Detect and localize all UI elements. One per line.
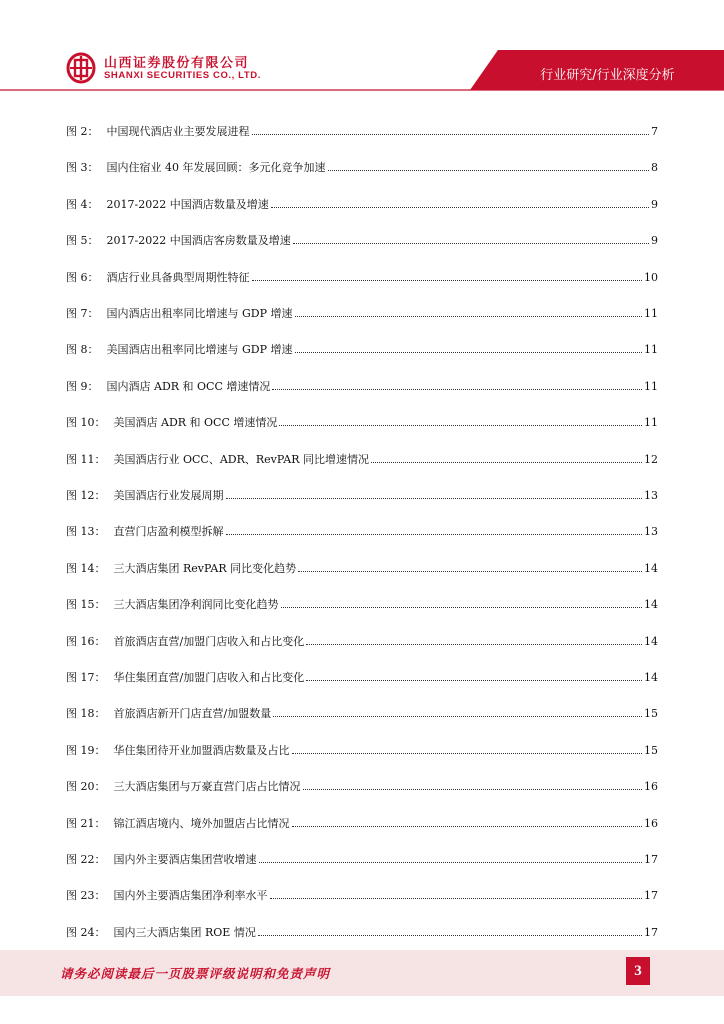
footer-disclaimer: 请务必阅读最后一页股票评级说明和免责声明 [60, 966, 331, 981]
figure-page-number: 15 [644, 743, 658, 757]
figure-page-number: 14 [644, 561, 658, 575]
figure-number: 图 4： [66, 197, 99, 211]
figure-page-number: 17 [644, 889, 658, 903]
figure-page-number: 9 [651, 234, 658, 248]
figure-number: 图 2： [66, 125, 99, 138]
figure-page-number: 14 [644, 598, 658, 612]
figure-number: 图 3： [66, 161, 99, 175]
figure-title: 华住集团直营/加盟门店收入和占比变化 [113, 671, 305, 684]
figure-title: 锦江酒店境内、境外加盟店占比情况 [113, 816, 290, 830]
figure-title: 直营门店盈利模型拆解 [113, 525, 224, 539]
toc-entry[interactable] [66, 775, 658, 793]
figure-number: 图 14： [66, 561, 106, 575]
figure-title: 美国酒店 ADR 和 OCC 增速情况 [113, 416, 278, 430]
figure-page-number: 7 [651, 125, 658, 138]
figure-page-number: 14 [644, 671, 658, 684]
dot-leader [371, 461, 642, 463]
figure-page-number: 10 [644, 270, 658, 284]
figure-number: 图 24： [66, 925, 106, 939]
figure-number: 图 21： [66, 816, 106, 830]
toc-entry[interactable] [66, 812, 658, 830]
toc-entry[interactable] [66, 921, 658, 939]
figure-number: 图 10： [66, 416, 106, 430]
figure-title: 酒店行业具备典型周期性特征 [106, 270, 250, 284]
figure-page-number: 14 [644, 634, 658, 648]
figure-page-number: 11 [644, 307, 658, 320]
figure-number: 图 22： [66, 853, 106, 866]
figure-title: 华住集团待开业加盟酒店数量及占比 [113, 743, 290, 757]
shanxi-securities-logo-icon [66, 51, 96, 85]
dot-leader [252, 279, 643, 281]
dot-leader [292, 825, 643, 827]
toc-entry[interactable] [66, 848, 658, 866]
dot-leader [259, 861, 643, 863]
toc-entry[interactable] [66, 884, 658, 902]
figure-title: 美国酒店行业发展周期 [113, 489, 224, 502]
figure-title: 国内住宿业 40 年发展回顾：多元化竞争加速 [106, 161, 326, 175]
figure-title: 三大酒店集团与万豪直营门店占比情况 [113, 780, 301, 794]
dot-leader [272, 388, 642, 390]
toc-entry[interactable] [66, 193, 658, 211]
figure-number: 图 20： [66, 780, 106, 794]
dot-leader [303, 788, 643, 790]
figure-number: 图 23： [66, 889, 106, 903]
dot-leader [279, 424, 642, 426]
figure-title: 2017-2022 中国酒店客房数量及增速 [106, 234, 291, 248]
toc-entry[interactable] [66, 229, 658, 247]
toc-entry[interactable] [66, 266, 658, 284]
dot-leader [295, 351, 643, 353]
figure-number: 图 6： [66, 270, 99, 284]
figure-title: 国内外主要酒店集团营收增速 [113, 853, 257, 866]
figure-number: 图 13： [66, 525, 106, 539]
toc-entry[interactable] [66, 557, 658, 575]
figure-number: 图 12： [66, 489, 106, 502]
dot-leader [226, 497, 643, 499]
toc-entry[interactable] [66, 739, 658, 757]
figure-number: 图 18： [66, 707, 106, 721]
figure-number: 图 17： [66, 671, 106, 684]
figure-number: 图 7： [66, 307, 99, 320]
dot-leader [252, 133, 650, 135]
toc-entry[interactable] [66, 593, 658, 611]
figure-page-number: 13 [644, 525, 658, 539]
dot-leader [292, 752, 643, 754]
dot-leader [258, 934, 642, 936]
toc-entry[interactable] [66, 666, 658, 684]
toc-entry[interactable] [66, 448, 658, 466]
dot-leader [306, 679, 642, 681]
figure-number: 图 19： [66, 743, 106, 757]
dot-leader [328, 169, 650, 171]
page-number: 3 [626, 957, 650, 985]
toc-entry[interactable] [66, 484, 658, 502]
figure-title: 中国现代酒店业主要发展进程 [106, 125, 250, 138]
figure-number: 图 8： [66, 343, 99, 357]
dot-leader [293, 242, 649, 244]
dot-leader [306, 643, 642, 645]
page-header [0, 0, 724, 100]
dot-leader [298, 570, 642, 572]
report-category: 行业研究/行业深度分析 [540, 68, 675, 83]
toc-entry[interactable] [66, 156, 658, 174]
company-name-cn: 山西证券股份有限公司 [104, 56, 250, 71]
figure-number: 图 15： [66, 598, 106, 612]
figure-page-number: 17 [644, 925, 658, 939]
figure-title: 2017-2022 中国酒店数量及增速 [106, 197, 269, 211]
dot-leader [226, 533, 643, 535]
toc-entry[interactable] [66, 338, 658, 356]
figure-page-number: 11 [644, 379, 658, 393]
toc-entry[interactable] [66, 120, 658, 138]
figure-page-number: 11 [644, 343, 658, 357]
figure-page-number: 16 [644, 816, 658, 830]
company-name-en: SHANXI SECURITIES CO., LTD. [104, 70, 261, 81]
figure-title: 首旅酒店新开门店直营/加盟数量 [113, 707, 272, 721]
figure-title: 国内酒店 ADR 和 OCC 增速情况 [106, 379, 271, 393]
toc-entry[interactable] [66, 411, 658, 429]
dot-leader [271, 206, 649, 208]
header-banner-shape [0, 0, 724, 100]
toc-entry[interactable] [66, 302, 658, 320]
figure-title: 国内外主要酒店集团净利率水平 [113, 889, 268, 903]
dot-leader [270, 897, 643, 899]
figure-page-number: 11 [644, 416, 658, 430]
figure-title: 三大酒店集团 RevPAR 同比变化趋势 [113, 561, 297, 575]
figure-page-number: 16 [644, 780, 658, 794]
toc-entry[interactable] [66, 520, 658, 538]
figure-title: 国内酒店出租率同比增速与 GDP 增速 [106, 307, 293, 320]
figure-page-number: 8 [651, 161, 658, 175]
figure-title: 三大酒店集团净利润同比变化趋势 [113, 598, 279, 612]
figure-page-number: 9 [651, 197, 658, 211]
toc-entry[interactable] [66, 702, 658, 720]
dot-leader [295, 315, 643, 317]
figure-page-number: 15 [644, 707, 658, 721]
figure-number: 图 11： [66, 452, 106, 466]
figure-title: 首旅酒店直营/加盟门店收入和占比变化 [113, 634, 305, 648]
toc-entry[interactable] [66, 630, 658, 648]
dot-leader [281, 606, 643, 608]
figure-title: 美国酒店出租率同比增速与 GDP 增速 [106, 343, 293, 357]
figure-number: 图 16： [66, 634, 106, 648]
figure-title: 国内三大酒店集团 ROE 情况 [113, 925, 256, 939]
figure-title: 美国酒店行业 OCC、ADR、RevPAR 同比增速情况 [113, 452, 370, 466]
figure-number: 图 5： [66, 234, 99, 248]
toc-entry[interactable] [66, 375, 658, 393]
figure-page-number: 12 [644, 452, 658, 466]
figure-number: 图 9： [66, 379, 99, 393]
dot-leader [273, 715, 642, 717]
figure-page-number: 17 [644, 853, 658, 866]
figure-page-number: 13 [644, 489, 658, 502]
